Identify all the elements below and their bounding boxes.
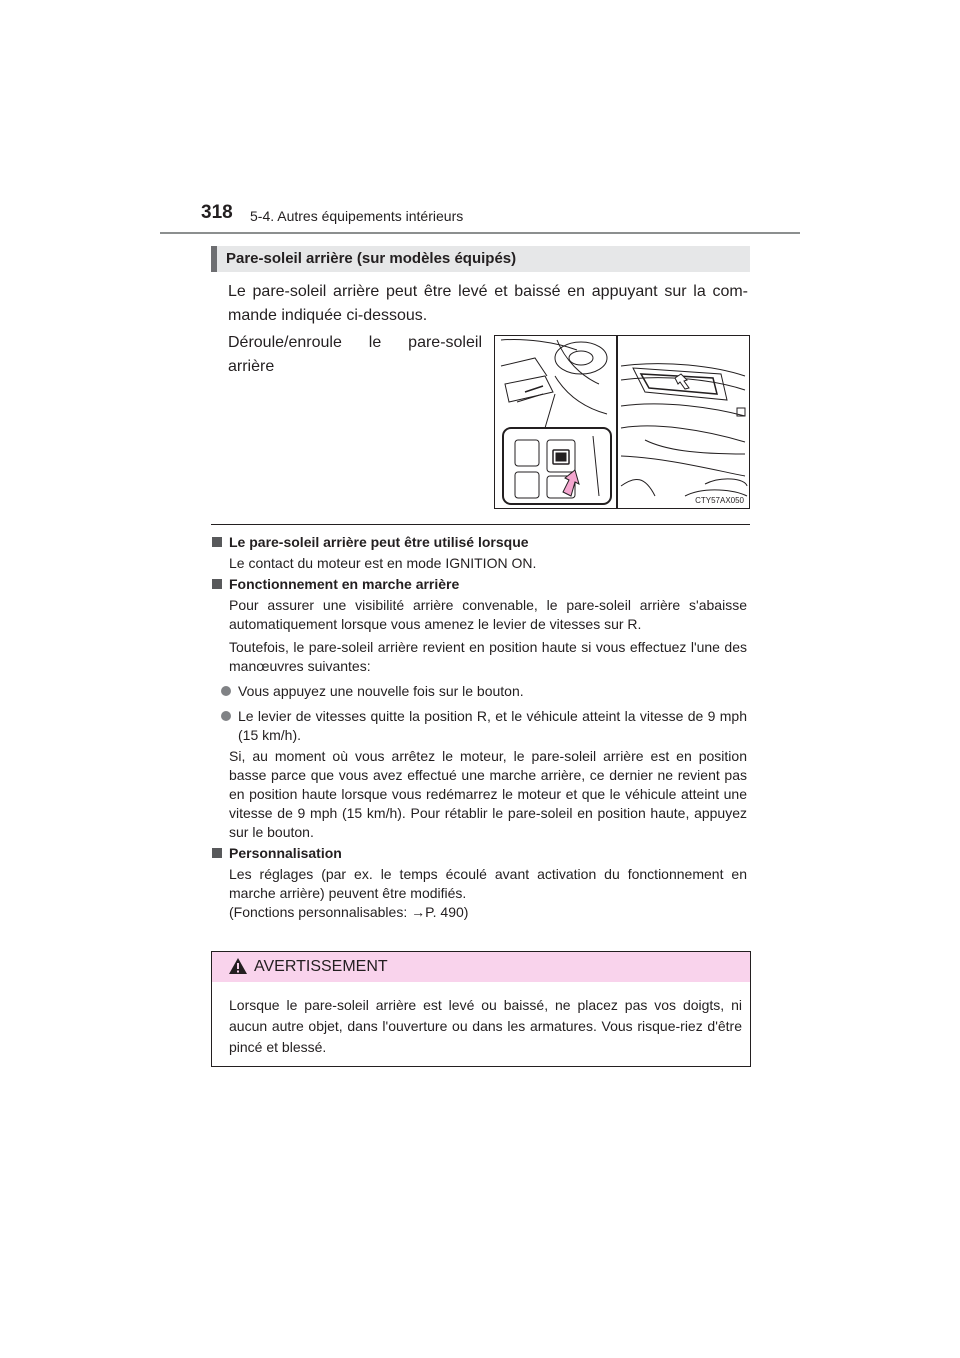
note-heading: Le pare-soleil arrière peut être utilisé lorsque [211, 533, 747, 552]
section-divider [211, 524, 750, 525]
warning-header [212, 952, 750, 982]
intro-paragraph: Le pare-soleil arrière peut être levé et baissé en appuyant sur la com-mande indiquée ci-dessous. [228, 283, 748, 324]
note-heading: Personnalisation [211, 844, 747, 863]
warning-text: Lorsque le pare-soleil arrière est levé ou baissé, ne placez pas vos doigts, ni aucun autre objet, dans l'ouverture ou dans les armatures. Vous risque-riez d'être pincé et blessé. [229, 997, 742, 1055]
figure-caption-line-1: Déroule/enroule le pare-soleil [228, 334, 482, 351]
note-text: Les réglages (par ex. le temps écoulé avant activation du fonctionnement en marche arrière) peuvent être modifiés. [229, 866, 747, 901]
sunshade-switch-illustration [494, 335, 750, 509]
note-text: Si, au moment où vous arrêtez le moteur, le pare-soleil arrière est en position basse parce que vous avez effectué une marche arrière, ce dernier ne revient pas en position haute lorsque vous redémarrez le moteur et que le véhicule atteint une vitesse de 9 mph (15 km/h). Pour rétablir le pare-soleil en position haute, appuyez sur le bouton. [229, 748, 747, 840]
notes-block [211, 531, 747, 922]
section-heading-bar [211, 246, 217, 272]
page-number: 318 [201, 202, 233, 223]
note-heading: Fonctionnement en marche arrière [211, 575, 747, 594]
section-title: Pare-soleil arrière (sur modèles équipés) [226, 250, 517, 267]
note-text: (Fonctions personnalisables: →P. 490) [229, 904, 469, 920]
note-bullet: Vous appuyez une nouvelle fois sur le bouton. [211, 682, 747, 701]
warning-title: AVERTISSEMENT [254, 958, 388, 975]
section-heading [211, 246, 750, 272]
note-text: Pour assurer une visibilité arrière convenable, le pare-soleil arrière s'abaisse automatiquement lorsque vous amenez le levier de vitesses sur R. [229, 597, 747, 632]
chapter-title: 5-4. Autres équipements intérieurs [250, 208, 464, 224]
illustration-drawing [495, 336, 749, 508]
figure-code: CTY57AX050 [695, 496, 744, 505]
warning-box [211, 951, 751, 1067]
warning-triangle-icon [228, 957, 248, 975]
note-bullet: Le levier de vitesses quitte la position R, et le véhicule atteint la vitesse de 9 mph (15 km/h). [211, 707, 747, 745]
note-text: Le contact du moteur est en mode IGNITION ON. [229, 555, 537, 571]
note-text: Toutefois, le pare-soleil arrière revient en position haute si vous effectuez l'une des manœuvres suivantes: [229, 639, 747, 674]
header-rule [160, 232, 800, 234]
figure-caption [228, 331, 482, 379]
figure-caption-line-2: arrière [228, 358, 275, 375]
